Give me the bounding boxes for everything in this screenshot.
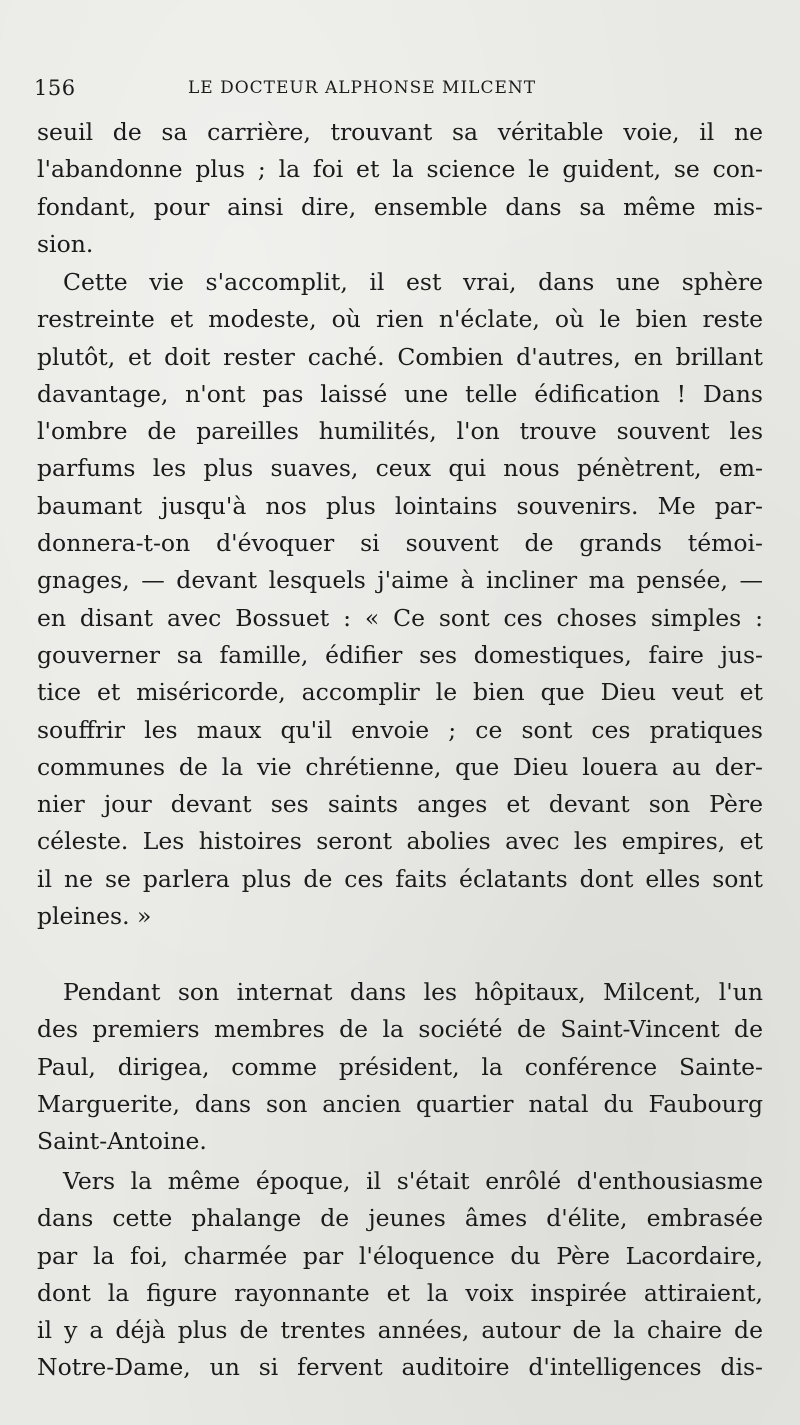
text-line: nier jour devant ses saints anges et devant son Père	[37, 790, 763, 819]
text-line: dans cette phalange de jeunes âmes d'élite, embrasée	[37, 1204, 763, 1233]
text-line: Pendant son internat dans les hôpitaux, Milcent, l'un	[63, 978, 763, 1006]
paragraph-bossuet	[37, 264, 763, 935]
text-line: Cette vie s'accomplit, il est vrai, dans une sphère	[63, 268, 763, 296]
paragraph-internat	[37, 974, 763, 1160]
text-line: il ne se parlera plus de ces faits éclatants dont elles sont	[37, 864, 763, 893]
text-line: souffrir les maux qu'il envoie ; ce sont ces pratiques	[37, 715, 763, 744]
text-line: par la foi, charmée par l'éloquence du Père Lacordaire,	[37, 1241, 763, 1270]
text-line: l'abandonne plus ; la foi et la science le guident, se con-	[37, 155, 763, 184]
paragraph-lacordaire	[37, 1163, 763, 1387]
text-line: des premiers membres de la société de Saint-Vincent de	[37, 1015, 763, 1044]
text-line: sion.	[37, 229, 94, 258]
text-line: davantage, n'ont pas laissé une telle édification ! Dans	[37, 379, 763, 408]
text-line: restreinte et modeste, où rien n'éclate, où le bien reste	[37, 305, 763, 334]
text-line: fondant, pour ainsi dire, ensemble dans sa même mis-	[37, 192, 763, 221]
text-line: plutôt, et doit rester caché. Combien d'autres, en brillant	[37, 342, 763, 371]
text-line: l'ombre de pareilles humilités, l'on trouve souvent les	[37, 417, 763, 446]
text-line: gnages, — devant lesquels j'aime à incliner ma pensée, —	[37, 566, 763, 595]
text-line: céleste. Les histoires seront abolies avec les empires, et	[37, 827, 763, 856]
text-line: parfums les plus suaves, ceux qui nous pénètrent, em-	[37, 454, 763, 483]
page-header	[0, 72, 800, 106]
text-line: en disant avec Bossuet : « Ce sont ces choses simples :	[37, 603, 763, 632]
text-line: Saint-Antoine.	[37, 1127, 207, 1156]
text-line: tice et miséricorde, accomplir le bien que Dieu veut et	[37, 678, 763, 707]
text-line: seuil de sa carrière, trouvant sa véritable voie, il ne	[37, 118, 763, 146]
text-line: Vers la même époque, il s'était enrôlé d'enthousiasme	[63, 1167, 763, 1195]
text-line: baumant jusqu'à nos plus lointains souvenirs. Me par-	[37, 491, 763, 520]
paragraph-continuation	[37, 114, 763, 263]
text-line: donnera-t-on d'évoquer si souvent de grands témoi-	[37, 529, 763, 558]
text-line: Notre-Dame, un si fervent auditoire d'intelligences dis-	[37, 1353, 763, 1382]
text-line: Paul, dirigea, comme président, la conférence Sainte-	[37, 1052, 763, 1081]
running-title: LE DOCTEUR ALPHONSE MILCENT	[188, 78, 537, 98]
text-line: pleines. »	[37, 902, 152, 931]
page-number: 156	[34, 76, 76, 100]
text-line: il y a déjà plus de trentes années, autour de la chaire de	[37, 1316, 763, 1345]
text-line: gouverner sa famille, édifier ses domestiques, faire jus-	[37, 640, 763, 669]
text-line: dont la figure rayonnante et la voix inspirée attiraient,	[37, 1278, 763, 1307]
text-line: communes de la vie chrétienne, que Dieu louera au der-	[37, 752, 763, 781]
text-line: Marguerite, dans son ancien quartier natal du Faubourg	[37, 1089, 763, 1118]
